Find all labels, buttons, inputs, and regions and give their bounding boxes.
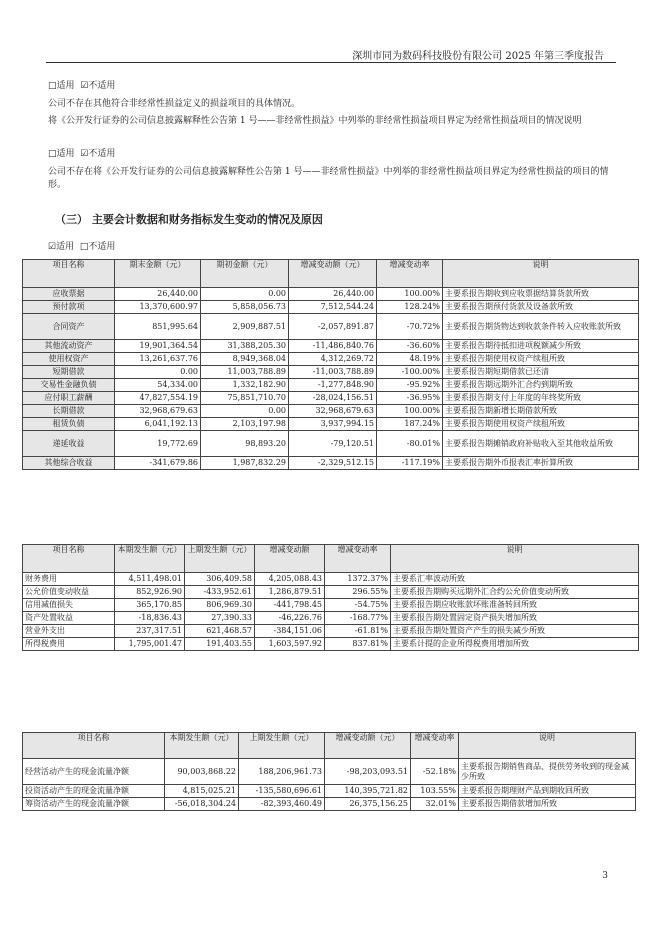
item-name: 交易性金融负债 — [23, 379, 115, 392]
cell-value: 1,987,832.29 — [201, 457, 289, 470]
item-name: 租赁负债 — [23, 418, 115, 431]
column-header: 上期发生额（元） — [239, 733, 325, 759]
item-name: 营业外支出 — [23, 625, 115, 638]
cell-value: 365,170.85 — [115, 599, 185, 612]
cell-value: -11,486,840.76 — [289, 340, 377, 353]
table-row — [23, 405, 639, 418]
cell-explanation: 主要系计提的企业所得税费用增加所致 — [391, 638, 639, 651]
table-row — [23, 599, 639, 612]
cell-value: -341,679.86 — [115, 457, 201, 470]
cell-value: 26,440.00 — [289, 288, 377, 301]
cell-explanation: 主要系汇率波动所致 — [391, 573, 639, 586]
cell-value: 806,969.30 — [185, 599, 255, 612]
cell-value: -80.01% — [377, 431, 443, 457]
cell-value: -18,836.43 — [115, 612, 185, 625]
cell-value: 5,858,056.73 — [201, 301, 289, 314]
item-name: 资产处置收益 — [23, 612, 115, 625]
cell-value: 306,409.58 — [185, 573, 255, 586]
cell-explanation: 主要系报告期新增长期借款所致 — [443, 405, 639, 418]
cell-explanation: 主要系报告期短期借款已还清 — [443, 366, 639, 379]
cell-explanation: 主要系报告期摊销政府补贴收入至其他收益所致 — [443, 431, 639, 457]
cell-explanation: 主要系报告期预付货款及设备款所致 — [443, 301, 639, 314]
cell-value: -98,203,093.51 — [325, 759, 411, 785]
cell-explanation: 主要系报告期支付上年度的年终奖所致 — [443, 392, 639, 405]
column-header: 本期发生额（元） — [165, 733, 239, 759]
cell-value: -441,798.45 — [255, 599, 325, 612]
cell-value: -79,120.51 — [289, 431, 377, 457]
table-row — [23, 340, 639, 353]
cell-value: 75,851,710.70 — [201, 392, 289, 405]
cell-value: 19,901,364.54 — [115, 340, 201, 353]
item-name: 短期借款 — [23, 366, 115, 379]
cell-explanation: 主要系报告期销售商品、提供劳务收到的现金减少所致 — [459, 759, 636, 785]
cell-explanation: 主要系报告期借款增加所致 — [459, 798, 636, 811]
section2-checkboxes — [48, 148, 614, 161]
cell-value: 1,795,001.47 — [115, 638, 185, 651]
cell-value: -61.81% — [325, 625, 391, 638]
cell-explanation: 主要系报告期应收账款坏账准备转回所致 — [391, 599, 639, 612]
column-header: 增减变动率 — [411, 733, 459, 759]
cell-value: 128.24% — [377, 301, 443, 314]
cell-explanation: 主要系报告期外币报表汇率折算所致 — [443, 457, 639, 470]
checkbox-applicable[interactable]: □适用 — [48, 81, 75, 91]
table-row — [23, 638, 639, 651]
cell-value: -54.75% — [325, 599, 391, 612]
cell-value: 237,317.51 — [115, 625, 185, 638]
item-name: 使用权资产 — [23, 353, 115, 366]
checkbox-not-applicable[interactable]: □不适用 — [79, 242, 116, 252]
column-header: 增减变动额（元） — [325, 733, 411, 759]
table-row — [23, 759, 636, 785]
cell-value: 851,995.64 — [115, 314, 201, 340]
cell-value: 32,968,679.63 — [115, 405, 201, 418]
checkbox-not-applicable[interactable]: ☑不适用 — [80, 149, 116, 159]
cell-value: 2,103,197.98 — [201, 418, 289, 431]
cell-value: -384,151.06 — [255, 625, 325, 638]
cell-value: 27,390.33 — [185, 612, 255, 625]
item-name: 投资活动产生的现金流量净额 — [23, 785, 165, 798]
cell-value: -95.92% — [377, 379, 443, 392]
cell-explanation: 主要系报告期使用权资产续租所致 — [443, 353, 639, 366]
column-header: 说明 — [443, 260, 639, 288]
cell-value: 31,388,205.30 — [201, 340, 289, 353]
cell-value: 32.01% — [411, 798, 459, 811]
page-number: 3 — [602, 871, 608, 881]
cell-value: 852,926.90 — [115, 586, 185, 599]
item-name: 预付款项 — [23, 301, 115, 314]
cell-value: 191,403.55 — [185, 638, 255, 651]
table-header-row — [23, 260, 639, 288]
cell-value: 54,334.00 — [115, 379, 201, 392]
column-header: 增减变动额（元） — [289, 260, 377, 288]
column-header: 本期发生额（元） — [115, 545, 185, 573]
cell-value: 4,205,088.43 — [255, 573, 325, 586]
cell-value: 296.55% — [325, 586, 391, 599]
item-name: 长期借款 — [23, 405, 115, 418]
item-name: 经营活动产生的现金流量净额 — [23, 759, 165, 785]
cell-value: 1,603,597.92 — [255, 638, 325, 651]
cell-explanation: 主要系报告期处置资产产生的损失减少所致 — [391, 625, 639, 638]
table-row — [23, 288, 639, 301]
cell-value: 1372.37% — [325, 573, 391, 586]
cell-value: 26,375,156.25 — [325, 798, 411, 811]
table-row — [23, 457, 639, 470]
table-row — [23, 798, 636, 811]
cash-flow-changes-table — [22, 732, 636, 811]
cell-value: 13,370,600.97 — [115, 301, 201, 314]
cell-value: -2,329,512.15 — [289, 457, 377, 470]
column-header: 期初金额（元） — [201, 260, 289, 288]
cell-explanation: 主要系报告期远期外汇合约到期所致 — [443, 379, 639, 392]
cell-value: 4,511,498.01 — [115, 573, 185, 586]
item-name: 合同资产 — [23, 314, 115, 340]
item-name: 财务费用 — [23, 573, 115, 586]
column-header: 增减变动额 — [255, 545, 325, 573]
item-name: 应付职工薪酬 — [23, 392, 115, 405]
column-header: 期末金额（元） — [115, 260, 201, 288]
cell-value: 0.00 — [201, 288, 289, 301]
section1-checkboxes — [48, 80, 614, 93]
cell-value: 100.00% — [377, 288, 443, 301]
column-header: 项目名称 — [23, 733, 165, 759]
column-header: 项目名称 — [23, 545, 115, 573]
cell-value: 187.24% — [377, 418, 443, 431]
table-header-row — [23, 733, 636, 759]
table-row — [23, 586, 639, 599]
item-name: 递延收益 — [23, 431, 115, 457]
checkbox-applicable[interactable]: □适用 — [48, 149, 75, 159]
item-name: 筹资活动产生的现金流量净额 — [23, 798, 165, 811]
checkbox-applicable[interactable]: ☑适用 — [48, 242, 75, 252]
cell-value: -82,393,460.49 — [239, 798, 325, 811]
item-name: 其他综合收益 — [23, 457, 115, 470]
table-row — [23, 573, 639, 586]
page-header-title: 深圳市同为数码科技股份有限公司 2025 年第三季度报告 — [352, 51, 604, 62]
section2-line1: 公司不存在将《公开发行证券的公司信息披露解释性公告第 1 号——非经常性损益》中列举的非经常性损益项目界定为经常性损益的项目的情形。 — [48, 167, 609, 190]
table-row — [23, 314, 639, 340]
table-row — [23, 431, 639, 457]
section1-line1: 公司不存在其他符合非经常性损益定义的损益项目的具体情况。 — [48, 99, 301, 109]
section1-line2: 将《公开发行证券的公司信息披露解释性公告第 1 号——非经常性损益》中列举的非经常性损益项目界定为经常性损益项目的情况说明 — [48, 116, 582, 126]
table-row — [23, 379, 639, 392]
cell-value: 11,003,788.89 — [201, 366, 289, 379]
cell-value: 3,937,994.15 — [289, 418, 377, 431]
cell-value: 140,395,721.82 — [325, 785, 411, 798]
item-name: 所得税费用 — [23, 638, 115, 651]
section3-title: （三） 主要会计数据和财务指标发生变动的情况及原因 — [55, 213, 323, 226]
table-row — [23, 366, 639, 379]
column-header: 项目名称 — [23, 260, 115, 288]
checkbox-not-applicable[interactable]: ☑不适用 — [80, 81, 116, 91]
cell-value: 19,772.69 — [115, 431, 201, 457]
cell-value: 1,286,879.51 — [255, 586, 325, 599]
cell-explanation: 主要系报告期理财产品到期收回所致 — [459, 785, 636, 798]
table-row — [23, 785, 636, 798]
cell-value: 47,827,554.19 — [115, 392, 201, 405]
item-name: 信用减值损失 — [23, 599, 115, 612]
cell-value: 32,968,679.63 — [289, 405, 377, 418]
cell-value: -11,003,788.89 — [289, 366, 377, 379]
cell-value: 2,909,887.51 — [201, 314, 289, 340]
cell-value: -52.18% — [411, 759, 459, 785]
table-row — [23, 418, 639, 431]
cell-value: -433,952.61 — [185, 586, 255, 599]
cell-explanation: 主要系报告期购买远期外汇合约公允价值变动所致 — [391, 586, 639, 599]
cell-value: 6,041,192.13 — [115, 418, 201, 431]
column-header: 说明 — [391, 545, 639, 573]
column-header: 说明 — [459, 733, 636, 759]
header-divider — [46, 62, 616, 63]
cell-value: 26,440.00 — [115, 288, 201, 301]
cell-explanation: 主要系报告期使用权资产续租所致 — [443, 418, 639, 431]
cell-value: 48.19% — [377, 353, 443, 366]
cell-value: -56,018,304.24 — [165, 798, 239, 811]
item-name: 公允价值变动收益 — [23, 586, 115, 599]
cell-explanation: 主要系报告期收到应收票据结算货款所致 — [443, 288, 639, 301]
table-row — [23, 612, 639, 625]
cell-value: -168.77% — [325, 612, 391, 625]
cell-value: 837.81% — [325, 638, 391, 651]
table-header-row — [23, 545, 639, 573]
cell-value: 0.00 — [201, 405, 289, 418]
cell-value: 0.00 — [115, 366, 201, 379]
cell-value: -1,277,848.90 — [289, 379, 377, 392]
column-header: 上期发生额（元） — [185, 545, 255, 573]
cell-value: 4,815,025.21 — [165, 785, 239, 798]
cell-value: -36.60% — [377, 340, 443, 353]
table-row — [23, 625, 639, 638]
cell-value: 103.55% — [411, 785, 459, 798]
cell-value: 100.00% — [377, 405, 443, 418]
cell-value: 13,261,637.76 — [115, 353, 201, 366]
cell-value: 7,512,544.24 — [289, 301, 377, 314]
section3-checkboxes — [48, 241, 614, 254]
cell-value: 188,206,961.73 — [239, 759, 325, 785]
cell-value: -135,580,696.61 — [239, 785, 325, 798]
column-header: 增减变动率 — [325, 545, 391, 573]
column-header: 增减变动率 — [377, 260, 443, 288]
item-name: 应收票据 — [23, 288, 115, 301]
balance-sheet-changes-table — [22, 259, 639, 470]
cell-value: 98,893.20 — [201, 431, 289, 457]
cell-value: 8,949,368.04 — [201, 353, 289, 366]
cell-explanation: 主要系报告期待抵扣进项税额减少所致 — [443, 340, 639, 353]
item-name: 其他流动资产 — [23, 340, 115, 353]
cell-value: -70.72% — [377, 314, 443, 340]
cell-value: 4,312,269.72 — [289, 353, 377, 366]
cell-value: -2,057,891.87 — [289, 314, 377, 340]
cell-value: 621,468.57 — [185, 625, 255, 638]
table-row — [23, 392, 639, 405]
cell-explanation: 主要系报告期处置固定资产损失增加所致 — [391, 612, 639, 625]
table-row — [23, 353, 639, 366]
income-statement-changes-table — [22, 544, 639, 651]
cell-value: 1,332,182.90 — [201, 379, 289, 392]
table-row — [23, 301, 639, 314]
cell-explanation: 主要系报告期货物达到收款条件转入应收账款所致 — [443, 314, 639, 340]
cell-value: -28,024,156.51 — [289, 392, 377, 405]
cell-value: 90,003,868.22 — [165, 759, 239, 785]
cell-value: -46,226.76 — [255, 612, 325, 625]
cell-value: -100.00% — [377, 366, 443, 379]
cell-value: -36.95% — [377, 392, 443, 405]
cell-value: -117.19% — [377, 457, 443, 470]
